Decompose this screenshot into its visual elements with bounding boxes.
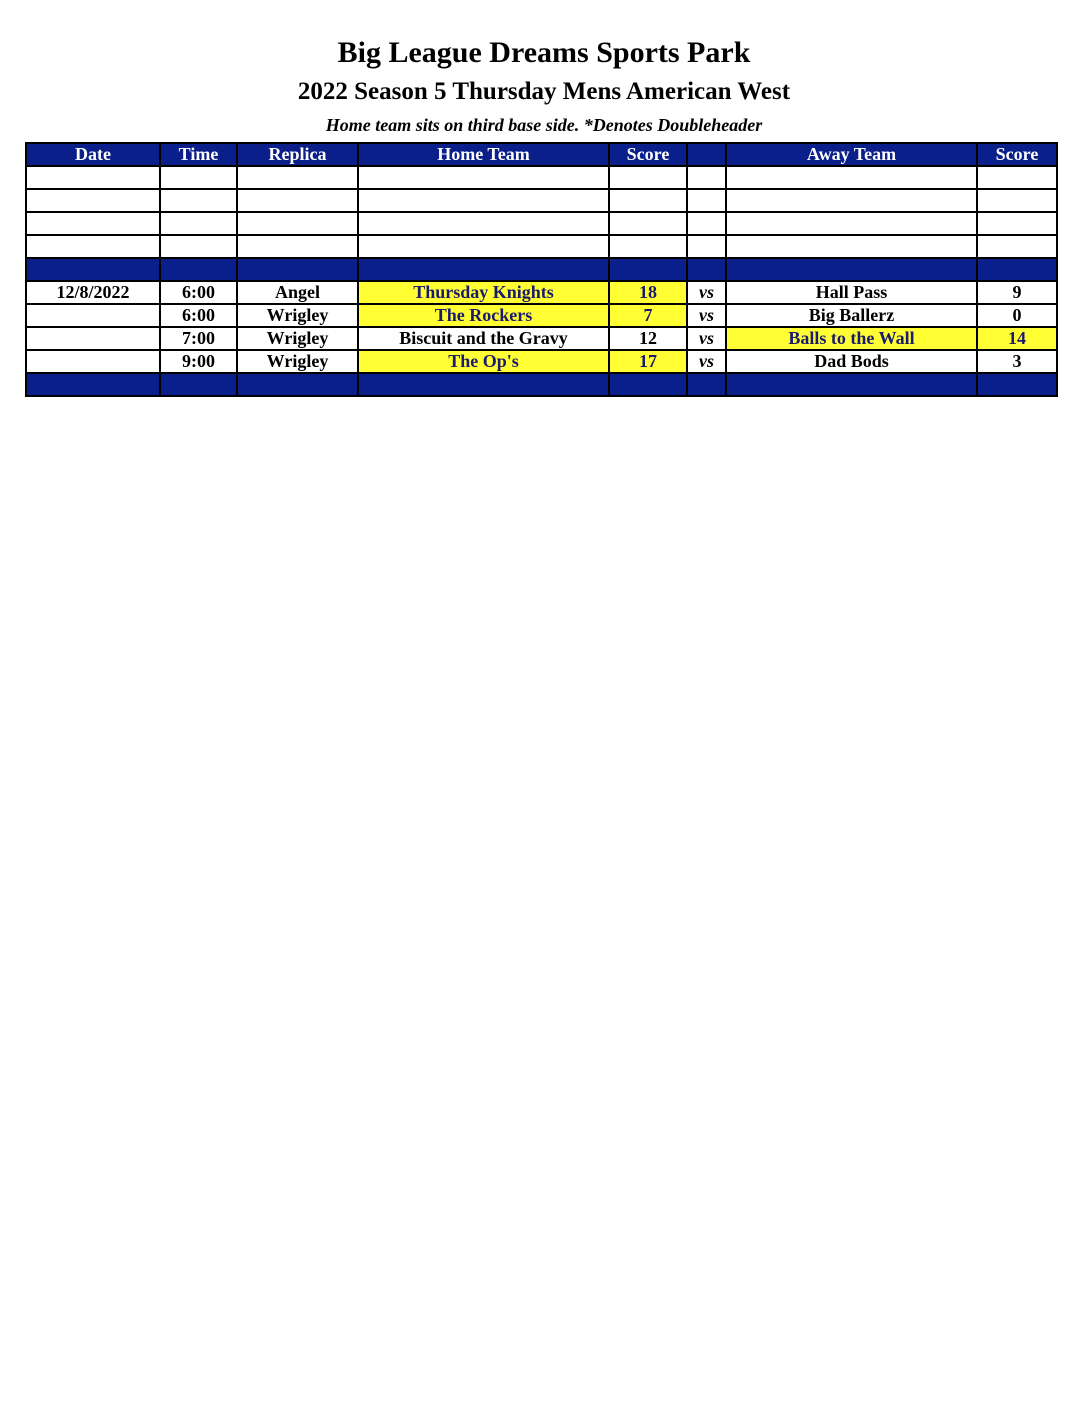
away-team: Dad Bods — [726, 350, 977, 373]
game-replica: Angel — [237, 281, 358, 304]
home-score: 7 — [609, 304, 687, 327]
home-team: Biscuit and the Gravy — [358, 327, 609, 350]
game-row — [26, 281, 1057, 304]
vs-label: vs — [687, 281, 726, 304]
away-score: 0 — [977, 304, 1057, 327]
home-team: Thursday Knights — [358, 281, 609, 304]
home-score: 12 — [609, 327, 687, 350]
divider-row — [26, 258, 1057, 281]
vs-label: vs — [687, 304, 726, 327]
away-score: 3 — [977, 350, 1057, 373]
away-team: Hall Pass — [726, 281, 977, 304]
home-team: The Rockers — [358, 304, 609, 327]
game-time: 6:00 — [160, 304, 237, 327]
away-team: Balls to the Wall — [726, 327, 977, 350]
header-row — [26, 143, 1057, 166]
schedule-note: Home team sits on third base side. *Denotes Doubleheader — [325, 115, 763, 135]
game-date — [26, 304, 160, 327]
page-title: Big League Dreams Sports Park — [337, 36, 751, 69]
vs-label: vs — [687, 350, 726, 373]
game-replica: Wrigley — [237, 327, 358, 350]
away-score: 9 — [977, 281, 1057, 304]
col-date-header: Date — [26, 143, 160, 166]
schedule-table — [25, 142, 1058, 397]
home-score: 17 — [609, 350, 687, 373]
vs-label: vs — [687, 327, 726, 350]
col-replica-header: Replica — [237, 143, 358, 166]
empty-row — [26, 212, 1057, 235]
away-score: 14 — [977, 327, 1057, 350]
col-home-team-header: Home Team — [358, 143, 609, 166]
game-date: 12/8/2022 — [26, 281, 160, 304]
empty-row — [26, 189, 1057, 212]
empty-row — [26, 235, 1057, 258]
game-time: 7:00 — [160, 327, 237, 350]
col-away-team-header: Away Team — [726, 143, 977, 166]
col-time-header: Time — [160, 143, 237, 166]
away-team: Big Ballerz — [726, 304, 977, 327]
game-row — [26, 304, 1057, 327]
col-home-score-header: Score — [609, 143, 687, 166]
footer-row — [26, 373, 1057, 396]
home-score: 18 — [609, 281, 687, 304]
game-row — [26, 350, 1057, 373]
game-time: 9:00 — [160, 350, 237, 373]
col-vs-header — [687, 143, 726, 166]
game-row — [26, 327, 1057, 350]
game-date — [26, 327, 160, 350]
page-subtitle: 2022 Season 5 Thursday Mens American West — [297, 78, 791, 105]
game-replica: Wrigley — [237, 304, 358, 327]
game-replica: Wrigley — [237, 350, 358, 373]
game-time: 6:00 — [160, 281, 237, 304]
home-team: The Op's — [358, 350, 609, 373]
col-away-score-header: Score — [977, 143, 1057, 166]
empty-row — [26, 166, 1057, 189]
game-date — [26, 350, 160, 373]
